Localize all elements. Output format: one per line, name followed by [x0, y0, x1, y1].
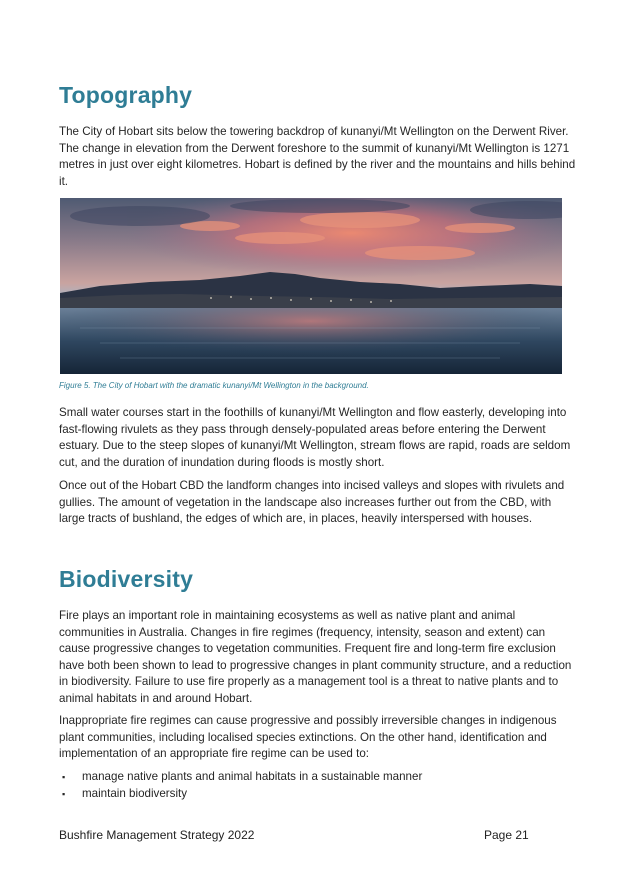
biodiversity-heading: Biodiversity: [59, 566, 194, 592]
footer-title: Bushfire Management Strategy 2022: [59, 828, 255, 842]
topography-paragraph-3: Once out of the Hobart CBD the landform changes into incised valleys and slopes with rivulets and gullies. The amount of vegetation in the landscape also increases further out from the CBD, with large tracts of bushland, the edges of which are, in places, heavily interspersed with houses.: [59, 479, 565, 526]
list-item: [62, 786, 422, 803]
hobart-panorama-photo: [60, 198, 562, 374]
topography-paragraph-2: Small water courses start in the foothills of kunanyi/Mt Wellington and flow easterly, developing into fast-flowing rivulets as they pass through densely-populated areas before entering the Derwent estuary. Due to the steep slopes of kunanyi/Mt Wellington, stream flows are rapid, roads are seldom cut, and the duration of inundation during floods is mostly short.: [59, 406, 571, 469]
biodiversity-paragraph-1: Fire plays an important role in maintaining ecosystems as well as native plant and animal communities in Australia. Changes in fire regimes (frequency, intensity, season and extent) can cause progressive changes to vegetation communities. Frequent fire and long-term fire exclusion have both been shown to lead to progressive changes in plant community structure, and a reduction in biodiversity. Failure to use fire properly as a management tool is a threat to native plants and to animal habitats in and around Hobart.: [59, 609, 572, 705]
topography-paragraph-1: The City of Hobart sits below the towering backdrop of kunanyi/Mt Wellington on the Derwent River. The change in elevation from the Derwent foreshore to the summit of kunanyi/Mt Wellington is 1271 metres in just over eight kilometres. Hobart is defined by the river and the mountains and hills behind it.: [59, 125, 576, 188]
figure-caption: Figure 5. The City of Hobart with the dramatic kunanyi/Mt Wellington in the background.: [59, 381, 369, 390]
footer-page-number: Page 21: [484, 828, 529, 842]
bullet-text: manage native plants and animal habitats in a sustainable manner: [82, 770, 423, 783]
bullet-list: [62, 769, 422, 803]
bullet-square-icon: ▪: [62, 772, 66, 782]
topography-heading: Topography: [59, 82, 193, 108]
list-item: [62, 769, 422, 786]
bullet-square-icon: ▪: [62, 788, 66, 799]
bullet-text: maintain biodiversity: [82, 786, 188, 800]
biodiversity-paragraph-2: Inappropriate fire regimes can cause progressive and possibly irreversible changes in indigenous plant communities, including localised species extinctions. On the other hand, identification and implementation of an appropriate fire regime can be used to:: [59, 714, 557, 761]
